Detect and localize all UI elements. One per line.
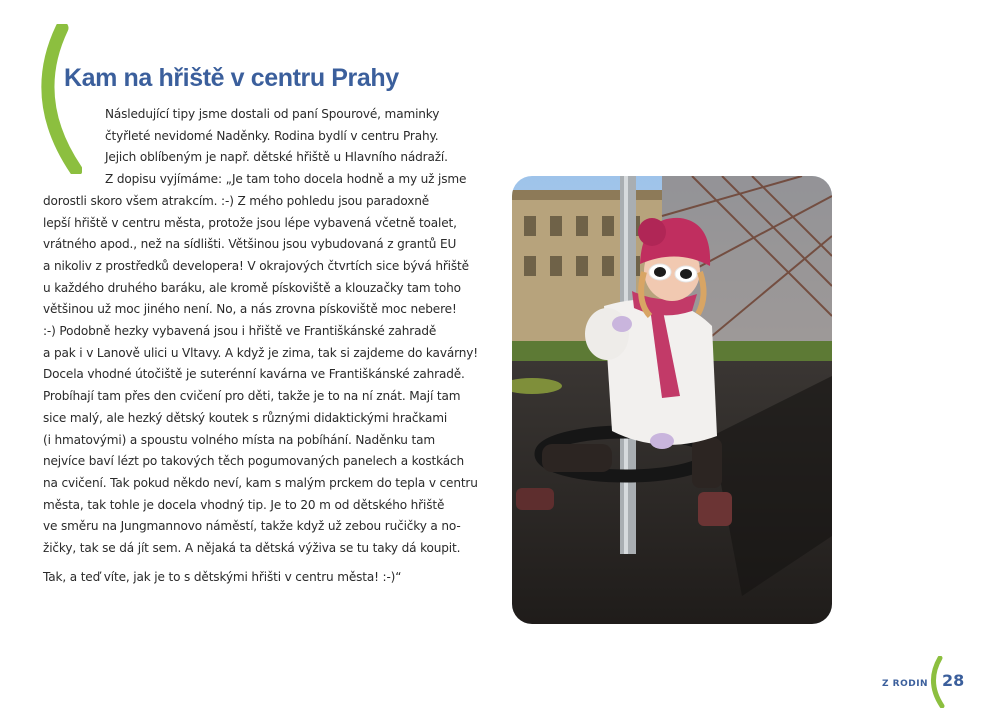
paragraph-line: ve směru na Jungmannovo náměstí, takže když už zebou ručičky a no- [43, 519, 461, 534]
paragraph-line: :-) Podobně hezky vybavená jsou i hřiště ve Františkánské zahradě [43, 324, 437, 339]
paragraph-line: (i hmatovými) a spoustu volného místa na pobíhání. Naděnku tam [43, 432, 435, 447]
paragraph-line: Jejich oblíbeným je např. dětské hřiště u Hlavního nádraží. [105, 150, 448, 165]
paragraph-line: vrátného apod., než na sídlišti. Většinou jsou vybudovaná z grantů EU [43, 237, 457, 252]
paragraph-line: dorostli skoro všem atrakcím. :-) Z mého pohledu jsou paradoxně [43, 193, 430, 208]
paragraph-line: na cvičení. Tak pokud někdo neví, kam s malým prckem do tepla v centru [43, 475, 478, 490]
closing-line: Tak, a teď víte, jak je to s dětskými hřišti v centru města! :-)“ [43, 569, 402, 584]
paragraph-line: Probíhají tam přes den cvičení pro děti, takže je to na ní znát. Mají tam [43, 389, 461, 404]
playground-photo [512, 176, 832, 624]
paragraph-line: u každého druhého baráku, ale kromě pískoviště a klouzačky tam toho [43, 280, 461, 295]
paragraph-line: a nikoliv z prostředků developera! V okrajových čtvrtích sice bývá hřiště [43, 258, 469, 273]
paragraph-line: města, tak tohle je docela vhodný tip. Je to 20 m od dětského hřiště [43, 497, 445, 512]
article-title: Kam na hřiště v centru Prahy [64, 64, 399, 92]
paragraph-line: Následující tipy jsme dostali od paní Spourové, maminky [105, 107, 440, 121]
paragraph-line: čtyřleté nevidomé Naděnky. Rodina bydlí v centru Prahy. [105, 128, 439, 143]
paragraph-line: Z dopisu vyjímáme: „Je tam toho docela hodně a my už jsme [105, 172, 467, 187]
article-body [43, 104, 488, 588]
paragraph-line: většinou už moc jiného není. No, a nás zrovna pískoviště moc nebere! [43, 302, 457, 317]
paragraph-line: nejvíce baví lézt po takových těch pogumovaných panelech a kostkách [43, 454, 464, 469]
page-number: 28 [942, 671, 965, 690]
section-label: Z RODIN [882, 679, 929, 689]
paragraph-line: žičky, tak se dá jít sem. A nějaká ta dětská výživa se tu taky dá koupit. [43, 541, 461, 556]
paragraph-line: sice malý, ale hezký dětský koutek s různými didaktickými hračkami [43, 410, 448, 425]
paragraph-line: lepší hřiště v centru města, protože jsou lépe vybavená včetně toalet, [43, 215, 457, 230]
paragraph-line: Docela vhodné útočiště je suterénní kavárna ve Františkánské zahradě. [43, 367, 465, 382]
paragraph-line: a pak i v Lanově ulici u Vltavy. A když je zima, tak si zajdeme do kavárny! [43, 345, 478, 360]
